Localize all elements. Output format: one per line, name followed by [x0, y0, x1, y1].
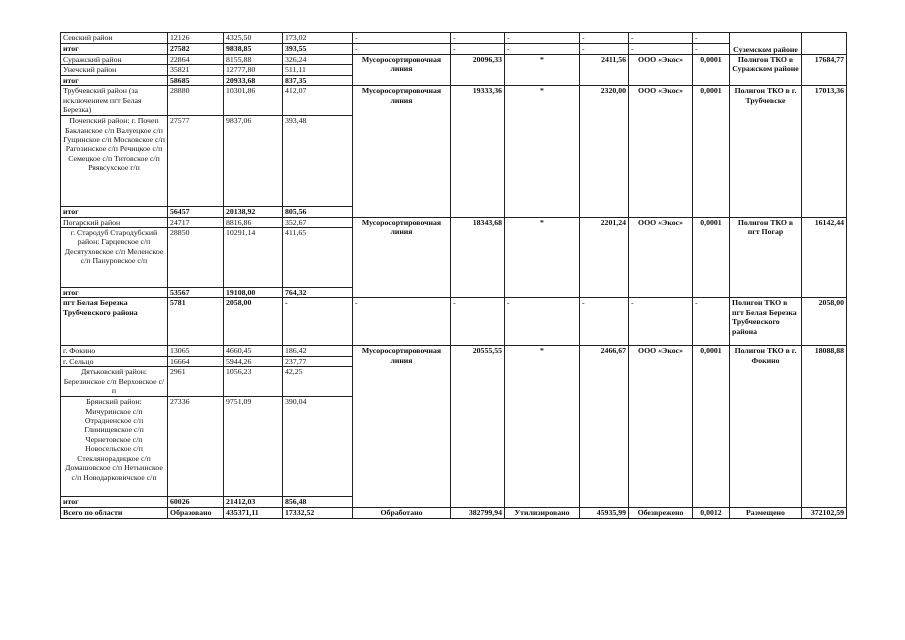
cell-population: 53567 [168, 288, 224, 298]
cell-processed: 18343,68 [451, 217, 505, 298]
cell-neutralized: - [693, 44, 730, 55]
cell-processed: - [451, 33, 505, 44]
cell-volume: 186,42 [283, 346, 353, 356]
cell-volume: 837,35 [283, 75, 353, 85]
cell-total-label: итог [61, 75, 168, 85]
cell-generated: 20138,92 [224, 207, 283, 217]
cell-generated: 8155,88 [224, 55, 283, 65]
cell-placed: 17684,77 [802, 55, 847, 86]
cell-generated: 10291,14 [224, 228, 283, 288]
cell-operator: ООО «Экос» [629, 346, 693, 507]
cell-volume: 411,65 [283, 228, 353, 288]
cell-neutralized-label: Обезврежено [629, 507, 693, 518]
cell-population: 56457 [168, 207, 224, 217]
cell-utilization: * [505, 55, 580, 86]
cell-utilized: - [580, 298, 629, 346]
table-row [61, 44, 847, 55]
cell-processing: Мусоросортировочная линия [353, 346, 451, 507]
cell-total-label: Всего по области [61, 507, 168, 518]
waste-flow-table [60, 32, 847, 519]
cell-processed: 20555,55 [451, 346, 505, 507]
cell-landfill: Полигон ТКО в г. Трубчевске [730, 86, 802, 217]
cell-neutralized: 0,0012 [693, 507, 730, 518]
cell-utilized: 45935,99 [580, 507, 629, 518]
cell-processing: - [353, 33, 451, 44]
cell-processing: - [353, 298, 451, 346]
cell-placed: 18088,88 [802, 346, 847, 507]
cell-population: 28880 [168, 86, 224, 116]
cell-total-label: итог [61, 207, 168, 217]
cell-volume: 17332,52 [283, 507, 353, 518]
cell-processing: Мусоросортировочная линия [353, 55, 451, 86]
cell-district: Севский район [61, 33, 168, 44]
cell-total-label: итог [61, 497, 168, 507]
cell-district: г. Фокино [61, 346, 168, 356]
cell-population: 35821 [168, 65, 224, 75]
cell-generated: 19108,00 [224, 288, 283, 298]
cell-volume: 764,32 [283, 288, 353, 298]
cell-district: Трубчевский район (за исключением пгт Белая Березка) [61, 86, 168, 116]
cell-district: Суражский район [61, 55, 168, 65]
cell-volume: 390,04 [283, 397, 353, 497]
cell-operator: - [629, 298, 693, 346]
cell-processed-label: Обработано [353, 507, 451, 518]
cell-population: 27582 [168, 44, 224, 55]
cell-volume: - [283, 298, 353, 346]
cell-utilization: * [505, 346, 580, 507]
cell-placed: 2058,00 [802, 298, 847, 346]
cell-utilized: 2466,67 [580, 346, 629, 507]
cell-population: 12126 [168, 33, 224, 44]
cell-processed: 19333,36 [451, 86, 505, 217]
cell-operator: - [629, 44, 693, 55]
cell-placed: 372102,59 [802, 507, 847, 518]
cell-generated: 5944,26 [224, 356, 283, 366]
cell-volume: 511,11 [283, 65, 353, 75]
cell-generated: 21412,03 [224, 497, 283, 507]
cell-operator: ООО «Экос» [629, 217, 693, 298]
table-row [61, 33, 847, 44]
cell-utilization: - [505, 44, 580, 55]
cell-generated: 435371,11 [224, 507, 283, 518]
cell-district: г. Стародуб Стародубский район: Гарцевское с/п Десятуховское с/п Меленское с/п Пануровское с/п [61, 228, 168, 288]
cell-landfill: Суземском районе [730, 33, 802, 55]
cell-generated: 4325,50 [224, 33, 283, 44]
cell-district: Погарский район [61, 217, 168, 227]
table-row [61, 346, 847, 356]
cell-volume: 237,77 [283, 356, 353, 366]
cell-neutralized: 0,0001 [693, 55, 730, 86]
cell-generated: 2058,00 [224, 298, 283, 346]
cell-district: г. Сельцо [61, 356, 168, 366]
cell-generated: 9837,06 [224, 116, 283, 207]
cell-utilization: * [505, 86, 580, 217]
cell-population: 22864 [168, 55, 224, 65]
cell-placed [802, 33, 847, 55]
cell-district: Почепский район: г. Почеп Бакланское с/п Валуецкое с/п Гущинское с/п Московское с/п Рагозинское с/п Речицкое с/п Семецкое с/п Титовское с/п Ряявсухское г/п [61, 116, 168, 207]
cell-neutralized: 0,0001 [693, 86, 730, 217]
cell-generated: 10301,86 [224, 86, 283, 116]
cell-population: 24717 [168, 217, 224, 227]
cell-generated: 20933,68 [224, 75, 283, 85]
cell-operator: ООО «Экос» [629, 86, 693, 217]
cell-utilized: - [580, 33, 629, 44]
cell-volume: 42,25 [283, 367, 353, 397]
cell-processed: 382799,94 [451, 507, 505, 518]
cell-placed: 16142,44 [802, 217, 847, 298]
cell-generated: 9838,85 [224, 44, 283, 55]
cell-volume: 856,48 [283, 497, 353, 507]
cell-volume: 393,55 [283, 44, 353, 55]
cell-population: 27577 [168, 116, 224, 207]
cell-population: 2961 [168, 367, 224, 397]
cell-processing: Мусоросортировочная линия [353, 86, 451, 217]
cell-volume: 805,56 [283, 207, 353, 217]
cell-volume: 412,07 [283, 86, 353, 116]
cell-generated: 9751,09 [224, 397, 283, 497]
cell-total-label: итог [61, 288, 168, 298]
cell-landfill: Полигон ТКО в пгт Погар [730, 217, 802, 298]
table-row [61, 55, 847, 65]
cell-district: Унечский район [61, 65, 168, 75]
cell-population: 27336 [168, 397, 224, 497]
cell-generated: 8816,86 [224, 217, 283, 227]
cell-utilized: 2201,24 [580, 217, 629, 298]
cell-generated-label: Образовано [168, 507, 224, 518]
cell-landfill: Полигон ТКО в г. Фокино [730, 346, 802, 507]
cell-utilization: * [505, 217, 580, 298]
cell-population: 13065 [168, 346, 224, 356]
cell-population: 16664 [168, 356, 224, 366]
cell-utilized: - [580, 44, 629, 55]
cell-population: 5781 [168, 298, 224, 346]
cell-population: 58685 [168, 75, 224, 85]
cell-processing: - [353, 44, 451, 55]
cell-landfill: Полигон ТКО в пгт Белая Березка Трубчевского района [730, 298, 802, 346]
cell-district: Брянский район: Мичуринское с/п Отрадненское с/п Глинищевское с/п Чернетовское с/п Новосельское с/п Стеклянорадицкое с/п Домашовское с/п Нетьинское с/п Новодарковичское с/п [61, 397, 168, 497]
cell-neutralized: - [693, 298, 730, 346]
cell-processing: Мусоросортировочная линия [353, 217, 451, 298]
cell-operator: ООО «Экос» [629, 55, 693, 86]
cell-volume: 326,24 [283, 55, 353, 65]
cell-placed-label: Размещено [730, 507, 802, 518]
cell-utilized-label: Утилизировано [505, 507, 580, 518]
cell-volume: 352,67 [283, 217, 353, 227]
cell-neutralized: 0,0001 [693, 217, 730, 298]
cell-population: 60026 [168, 497, 224, 507]
cell-processed: 20096,33 [451, 55, 505, 86]
cell-processed: - [451, 44, 505, 55]
cell-district: Дятьковский район: Березинское с/п Верховское с/п [61, 367, 168, 397]
cell-operator: - [629, 33, 693, 44]
cell-population: 28850 [168, 228, 224, 288]
cell-district: пгт Белая Березка Трубчевского района [61, 298, 168, 346]
cell-utilized: 2320,00 [580, 86, 629, 217]
cell-landfill: Полигон ТКО в Суражском районе [730, 55, 802, 86]
cell-neutralized: 0,0001 [693, 346, 730, 507]
cell-utilization: - [505, 298, 580, 346]
table-row [61, 86, 847, 116]
table-row [61, 217, 847, 227]
table-row [61, 298, 847, 346]
cell-generated: 1056,23 [224, 367, 283, 397]
table-row-grand-total [61, 507, 847, 518]
cell-volume: 393,48 [283, 116, 353, 207]
cell-volume: 173,02 [283, 33, 353, 44]
cell-processed: - [451, 298, 505, 346]
cell-generated: 12777,80 [224, 65, 283, 75]
cell-generated: 4660,45 [224, 346, 283, 356]
cell-total-label: итог [61, 44, 168, 55]
cell-neutralized: - [693, 33, 730, 44]
cell-placed: 17013,36 [802, 86, 847, 217]
cell-utilized: 2411,56 [580, 55, 629, 86]
cell-utilization: - [505, 33, 580, 44]
